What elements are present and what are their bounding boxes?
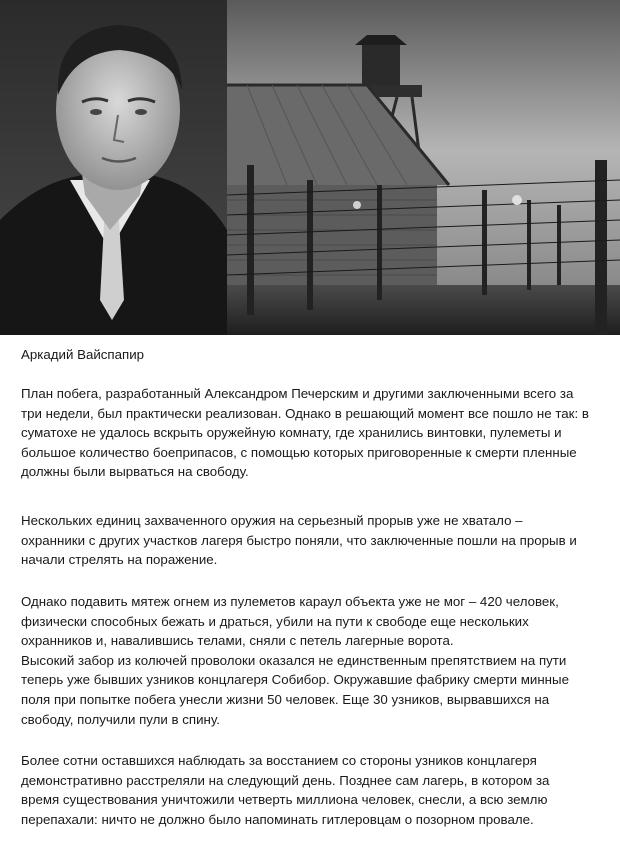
text-line: время существования уничтожили четверть миллиона человек, снесли, а всю землю [21, 792, 548, 808]
text-line: теперь уже бывших узников концлагеря Собибор. Окружавшие фабрику смерти минные [21, 672, 569, 688]
paragraph-weapons [21, 511, 606, 570]
portrait-photo [0, 0, 227, 335]
text-line: демонстративно расстреляли на следующий день. Позднее сам лагерь, в котором за [21, 772, 550, 788]
text-line: начали стрелять на поражение. [21, 552, 218, 568]
text-line: суматохе не удалось вскрыть оружейную комнату, где хранились винтовки, пулеметы и [21, 425, 562, 441]
text-line: три недели, был практически реализован. Однако в решающий момент все пошло не так: в [21, 405, 589, 421]
text-line: охранники с других участков лагеря быстро поняли, что заключенные пошли на прорыв и [21, 532, 577, 548]
text-line: перепахали: ничто не должно было напоминать гитлеровцам о позорном провале. [21, 811, 534, 827]
text-line: Нескольких единиц захваченного оружия на серьезный прорыв уже не хватало – [21, 513, 523, 528]
paragraph-escape-plan [21, 384, 606, 482]
text-line: Высокий забор из колючей проволоки оказался не единственным препятствием на пути [21, 652, 567, 668]
text-line: физически способных бежать и драться, убили на пути к свободе еще нескольких [21, 613, 529, 629]
text-line: План побега, разработанный Александром Печерским и другими заключенными всего за [21, 386, 574, 401]
camp-photo [227, 0, 620, 335]
paragraph-breakout [21, 592, 606, 729]
text-line: должны были вырваться на свободу. [21, 464, 249, 480]
text-line: свободу, получили пули в спину. [21, 711, 220, 727]
text-line: охранников и, навалившись телами, сняли с петель лагерные ворота. [21, 633, 454, 649]
photo-collage [0, 0, 620, 335]
text-line: Более сотни оставшихся наблюдать за восстанием со стороны узников концлагеря [21, 753, 537, 768]
photo-caption: Аркадий Вайспапир [21, 347, 145, 362]
text-line: Однако подавить мятеж огнем из пулеметов караул объекта уже не мог – 420 человек, [21, 594, 559, 609]
paragraph-aftermath [21, 751, 606, 829]
text-line: большое количество боеприпасов, с помощью которых приговоренные к смерти пленные [21, 444, 577, 460]
text-line: поля при попытке побега унесли жизни 50 человек. Еще 30 узников, вырвавшихся на [21, 691, 550, 707]
